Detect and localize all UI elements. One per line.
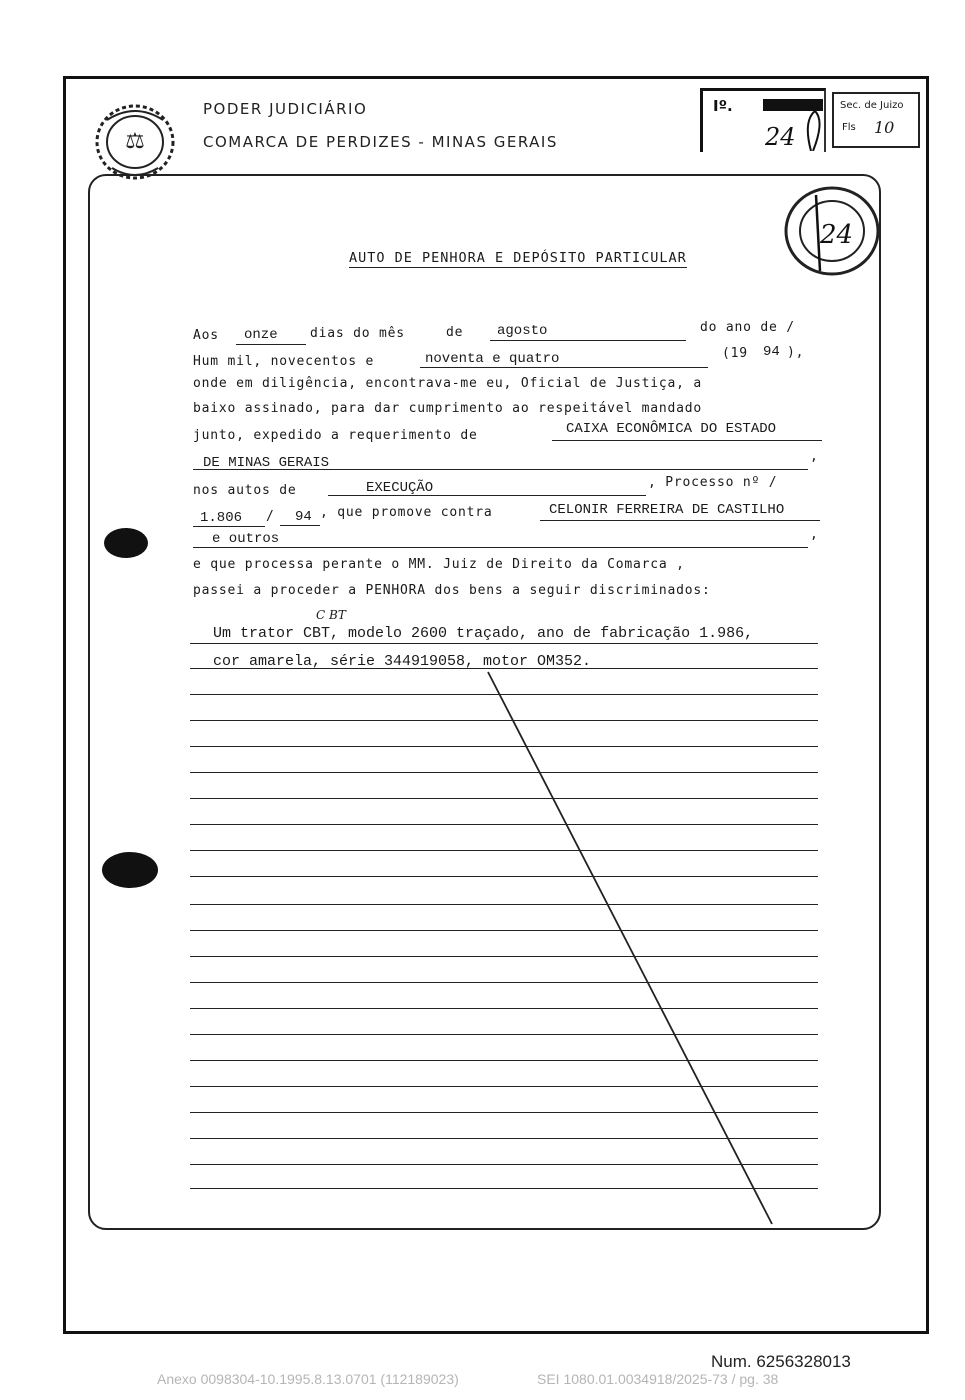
underline-month	[490, 340, 686, 341]
field-debtor: CELONIR FERREIRA DE CASTILHO	[549, 502, 785, 518]
stamp-marks-icon	[703, 91, 825, 151]
text-line-10: e que processa perante o MM. Juiz de Direito da Comarca ,	[193, 557, 685, 572]
court-seal-icon	[782, 185, 882, 277]
field-day: onze	[244, 327, 278, 343]
field-year-digits: 94	[763, 344, 780, 360]
underline-creditor	[552, 440, 822, 441]
field-debtor-cont: e outros	[212, 531, 280, 547]
underline-year-words	[420, 367, 708, 368]
field-action: EXECUÇÃO	[366, 480, 434, 496]
text-aos: Aos	[193, 328, 219, 343]
text-paren-open: (19	[722, 346, 748, 361]
fls-label: Fls	[842, 122, 856, 133]
text-comma-1: ,	[810, 449, 819, 464]
field-month: agosto	[497, 323, 548, 339]
underline-day	[236, 344, 306, 345]
field-year-words: noventa e quatro	[425, 351, 560, 367]
text-dias: dias do mês	[310, 326, 405, 341]
protocol-stamp	[700, 88, 826, 152]
item-description-line-1: Um trator CBT, modelo 2600 traçado, ano de fabricação 1.986,	[213, 625, 754, 642]
underline-debtor	[540, 520, 820, 521]
text-line-4: baixo assinado, para dar cumprimento ao respeitável mandado	[193, 401, 702, 416]
underline-creditor-cont	[193, 469, 808, 470]
footer-annex: Anexo 0098304-10.1995.8.13.0701 (112189023)	[157, 1371, 459, 1387]
text-slash: /	[266, 509, 275, 524]
svg-text:⚖: ⚖	[125, 129, 145, 154]
field-process-year: 94	[295, 509, 312, 525]
fls-stamp-title: Sec. de Juizo	[840, 100, 904, 111]
underline-process-number	[193, 526, 265, 527]
footer-sei: SEI 1080.01.0034918/2025-73 / pg. 38	[537, 1371, 779, 1387]
underline-process-year	[280, 525, 320, 526]
coat-of-arms-icon	[92, 100, 178, 182]
document-number: Num. 6256328013	[711, 1352, 851, 1371]
fls-number: 10	[874, 118, 895, 137]
diagonal-cancel-line	[480, 668, 780, 1228]
underline-action	[328, 495, 646, 496]
underline-debtor-cont	[193, 547, 808, 548]
fls-stamp	[832, 92, 920, 148]
svg-text:Iº.: Iº.	[713, 97, 733, 115]
ruled-line	[190, 643, 818, 644]
text-requerimento: junto, expedido a requerimento de	[193, 428, 478, 443]
text-line-3: onde em diligência, encontrava-me eu, Oficial de Justiça, a	[193, 376, 702, 391]
text-de: de	[446, 325, 464, 340]
handwritten-correction: C BT	[316, 608, 346, 622]
text-nos-autos: nos autos de	[193, 483, 297, 498]
document-title: AUTO DE PENHORA E DEPÓSITO PARTICULAR	[349, 250, 687, 266]
text-processo: , Processo nº /	[648, 475, 778, 490]
text-line-11: passei a proceder a PENHORA dos bens a seguir discriminados:	[193, 583, 711, 598]
text-hum-mil: Hum mil, novecentos e	[193, 354, 375, 369]
svg-text:24: 24	[820, 220, 854, 250]
text-ano: do ano de /	[700, 320, 795, 335]
page-mark: 24	[765, 123, 796, 151]
text-comma-2: ,	[810, 527, 819, 542]
text-paren-close: ),	[787, 345, 805, 360]
punch-hole-mark	[102, 852, 158, 888]
header-line-1: PODER JUDICIÁRIO	[203, 100, 368, 118]
text-promove: , que promove contra	[320, 505, 493, 520]
header-line-2: COMARCA DE PERDIZES - MINAS GERAIS	[203, 133, 558, 151]
field-creditor: CAIXA ECONÔMICA DO ESTADO	[566, 421, 777, 437]
field-creditor-cont: DE MINAS GERAIS	[203, 455, 330, 471]
field-process-number: 1.806	[200, 510, 243, 526]
punch-hole-mark	[104, 528, 148, 558]
item-description-line-2: cor amarela, série 344919058, motor OM352.	[213, 653, 592, 670]
